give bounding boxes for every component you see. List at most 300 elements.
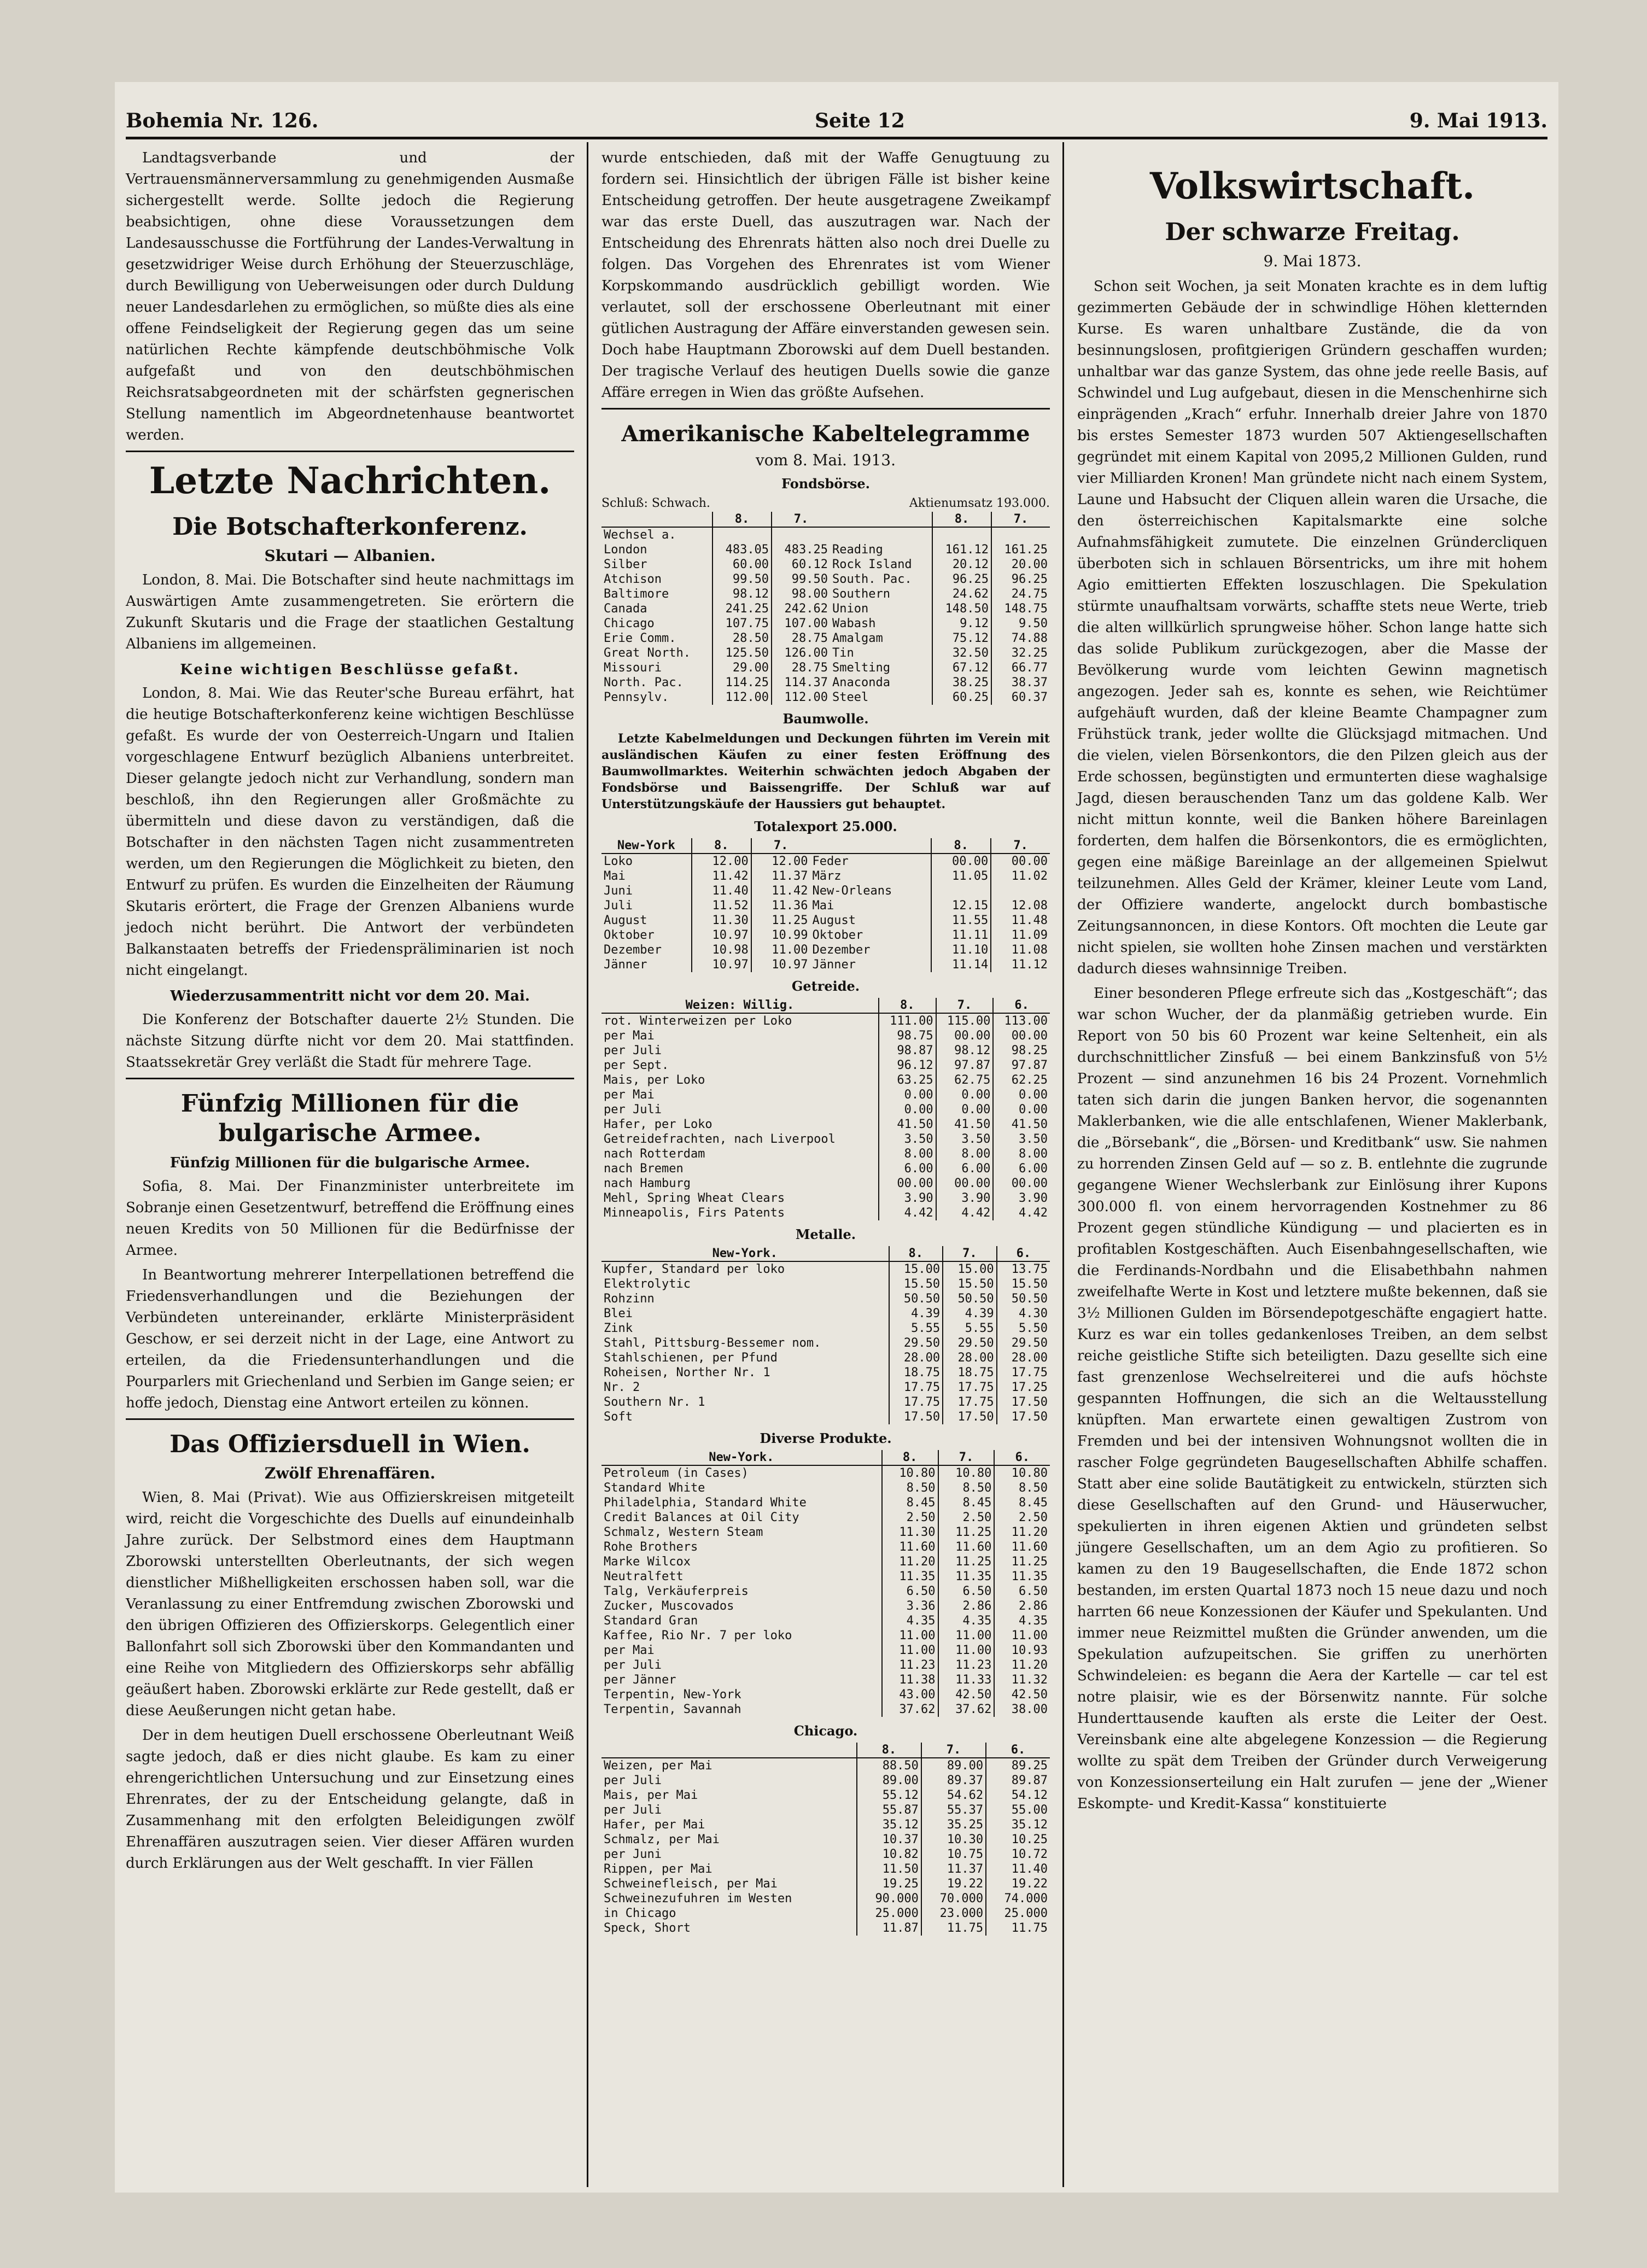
table-cell: 28.00 — [943, 1351, 997, 1365]
table-row — [601, 1525, 1050, 1540]
table-cell: Stahlschienen, per Pfund — [604, 1351, 778, 1365]
table-cell: New-Orleans — [812, 884, 892, 898]
table-row — [601, 1658, 1050, 1673]
table-cell — [830, 512, 932, 527]
table-cell: 98.12 — [936, 1043, 994, 1058]
table-row — [601, 1117, 1050, 1132]
table-cell: New-York — [601, 838, 692, 854]
table-cell: 11.05 — [931, 869, 991, 884]
table-cell: 11.12 — [991, 957, 1050, 972]
table-row — [601, 1702, 1050, 1717]
table-row — [601, 557, 1050, 572]
table-cell: 11.37 — [921, 1862, 986, 1877]
table-cell: 148.75 — [991, 601, 1050, 616]
table-cell: 11.33 — [938, 1673, 995, 1687]
section-title-economy: Volkswirtschaft. — [1149, 165, 1475, 207]
table-cell: 11.00 — [882, 1628, 938, 1643]
table-cell: 11.35 — [938, 1569, 995, 1584]
totalexport: Totalexport 25.000. — [754, 819, 897, 834]
table-cell: Getreidefrachten, nach Liverpool — [604, 1132, 836, 1146]
table-cell: 8. — [879, 998, 936, 1013]
table-cell: 8.00 — [879, 1147, 936, 1161]
table-cell: 25.000 — [986, 1906, 1050, 1921]
table-cell: 35.12 — [986, 1817, 1050, 1832]
table-row — [601, 1891, 1050, 1906]
table-cell: 37.62 — [938, 1702, 995, 1717]
table-row — [601, 1599, 1050, 1614]
table-cell: per Juni — [604, 1848, 662, 1861]
table-cell: Standard White — [604, 1481, 705, 1495]
table-cell: 8.00 — [936, 1147, 994, 1161]
table-row — [601, 1058, 1050, 1073]
table-cell: 11.35 — [882, 1569, 938, 1584]
table-cell: 0.00 — [879, 1088, 936, 1102]
table-cell: 11.38 — [882, 1673, 938, 1687]
table-cell: 55.12 — [857, 1788, 921, 1803]
table-cell: Missouri — [604, 661, 662, 675]
table-cell: 6.00 — [879, 1161, 936, 1176]
table-cell: 8.00 — [993, 1147, 1050, 1161]
table-cell: 11.25 — [938, 1554, 995, 1569]
table-row — [601, 1161, 1050, 1176]
section-title-news: Letzte Nachrichten. — [149, 459, 551, 502]
table-cell: Chicago — [604, 617, 655, 630]
table-row — [601, 1277, 1050, 1291]
subheading: Keine wichtigen Beschlüsse gefaßt. — [180, 662, 520, 678]
table-cell: 23.000 — [921, 1906, 986, 1921]
table-cell: nach Bremen — [604, 1162, 684, 1176]
table-cell — [991, 884, 1050, 898]
table-cell: 20.00 — [991, 557, 1050, 572]
table-cell — [810, 838, 932, 854]
table-cell: 11.60 — [938, 1540, 995, 1554]
table-cell: 3.90 — [993, 1191, 1050, 1206]
table-cell: 96.25 — [991, 572, 1050, 587]
table-row — [601, 1906, 1050, 1921]
table-cell: Jänner — [812, 958, 856, 972]
table-cell: Mai — [604, 869, 626, 883]
newspaper-page — [115, 82, 1558, 2193]
table-cell: Hafer, per Loko — [604, 1118, 712, 1131]
table-row — [601, 1043, 1050, 1058]
table-cell: Rohzinn — [604, 1292, 655, 1306]
table-cell: 89.37 — [921, 1773, 986, 1788]
table-cell: 11.02 — [991, 869, 1050, 884]
table-row — [601, 1877, 1050, 1891]
table-cell: 11.00 — [994, 1628, 1050, 1643]
table-cell — [932, 527, 991, 542]
table-cell: Tin — [832, 646, 854, 660]
table-row — [601, 646, 1050, 660]
table-cell: 3.90 — [936, 1191, 994, 1206]
table-cell: 7. — [751, 838, 810, 854]
table-cell: 67.12 — [932, 660, 991, 675]
table-cell: 4.42 — [993, 1206, 1050, 1220]
table-cell: 8. — [882, 1450, 938, 1465]
table-cell: 8.45 — [938, 1495, 995, 1510]
table-cell: 4.42 — [879, 1206, 936, 1220]
table-row — [601, 1380, 1050, 1395]
article-paragraph: Sofia, 8. Mai. Der Finanzminister unterbreitete im Sobranje einen Gesetzentwurf, betreffend die Eröffnung eines neuen Kredits von 50 Millionen für die Bedürfnisse der Armee. — [126, 1178, 574, 1259]
fonds-umsatz: Aktienumsatz 193.000. — [909, 496, 1050, 510]
table-cell: Marke Wilcox — [604, 1555, 691, 1569]
table-cell: Hafer, per Mai — [604, 1818, 705, 1832]
table-cell: 15.50 — [889, 1277, 943, 1291]
table-cell: 10.93 — [994, 1643, 1050, 1658]
table-cell: 115.00 — [936, 1013, 994, 1028]
table-cell: 7. — [991, 512, 1050, 527]
table-cell: 28.75 — [772, 631, 830, 646]
table-cell: 41.50 — [936, 1117, 994, 1132]
table-cell: 15.00 — [889, 1261, 943, 1277]
table-cell: Kupfer, Standard per loko — [604, 1262, 785, 1276]
table-cell: 97.87 — [993, 1058, 1050, 1073]
table-cell: 11.00 — [938, 1643, 995, 1658]
table-row — [601, 616, 1050, 631]
table-row — [601, 1261, 1050, 1277]
table-row — [601, 1569, 1050, 1584]
page-header — [126, 104, 1547, 137]
table-header — [601, 512, 1050, 527]
table-row — [601, 1832, 1050, 1847]
table-cell: 00.00 — [936, 1176, 994, 1191]
table-row — [601, 631, 1050, 646]
table-cell: Kaffee, Rio Nr. 7 per loko — [604, 1629, 792, 1642]
subheading: Wiederzusammentritt nicht vor dem 20. Mai. — [170, 988, 530, 1004]
table-row — [601, 601, 1050, 616]
table-row — [601, 1191, 1050, 1206]
table-cell: 55.00 — [986, 1803, 1050, 1817]
table-row — [601, 527, 1050, 542]
table-cell: 62.25 — [993, 1073, 1050, 1088]
table-cell: 11.10 — [931, 943, 991, 957]
table-cell: 6. — [993, 998, 1050, 1013]
table-cell: Wechsel a. — [604, 528, 676, 542]
table-cell: 114.37 — [772, 675, 830, 690]
table-cell — [601, 1743, 857, 1758]
table-cell: 17.75 — [943, 1380, 997, 1395]
table-row — [601, 1465, 1050, 1481]
table-cell: per Jänner — [604, 1673, 676, 1687]
table-cell: 29.00 — [712, 660, 772, 675]
table-cell: 38.37 — [991, 675, 1050, 690]
table-cell: Erie Comm. — [604, 632, 676, 645]
table-cell: 10.99 — [751, 928, 810, 943]
table-cell: Petroleum (in Cases) — [604, 1466, 749, 1480]
table-cell: 9.50 — [991, 616, 1050, 631]
table-row — [601, 1013, 1050, 1028]
table-cell: 241.25 — [712, 601, 772, 616]
table-cell: 7. — [938, 1450, 995, 1465]
table-cell: 00.00 — [931, 854, 991, 869]
getreide-title: Getreide. — [791, 978, 860, 994]
table-row — [601, 1773, 1050, 1788]
table-cell: rot. Winterweizen per Loko — [604, 1014, 792, 1028]
table-cell: 8. — [692, 838, 751, 854]
table-row — [601, 898, 1050, 913]
table-cell: nach Hamburg — [604, 1177, 691, 1190]
table-row — [601, 1306, 1050, 1321]
table-row — [601, 1073, 1050, 1088]
table-cell: 60.00 — [712, 557, 772, 572]
table-cell: Canada — [604, 602, 647, 616]
table-cell: 43.00 — [882, 1687, 938, 1702]
table-cell: 89.00 — [857, 1773, 921, 1788]
table-cell: Terpentin, Savannah — [604, 1703, 741, 1716]
table-cell: 5.50 — [997, 1321, 1050, 1336]
divider — [126, 1418, 574, 1420]
getreide-table — [601, 998, 1050, 1220]
table-row — [601, 1395, 1050, 1410]
table-cell: 10.37 — [857, 1832, 921, 1847]
table-cell: 3.36 — [882, 1599, 938, 1614]
table-cell: North. Pac. — [604, 676, 684, 689]
table-row — [601, 1321, 1050, 1336]
table-cell: Stahl, Pittsburg-Bessemer nom. — [604, 1336, 821, 1350]
column-1 — [126, 148, 574, 1878]
table-row — [601, 1510, 1050, 1525]
table-cell: 10.80 — [882, 1465, 938, 1481]
table-cell: 24.62 — [932, 587, 991, 601]
table-cell: 24.75 — [991, 587, 1050, 601]
table-cell: 38.25 — [932, 675, 991, 690]
table-row — [601, 690, 1050, 705]
table-row — [601, 913, 1050, 928]
table-row — [601, 1862, 1050, 1877]
table-row — [601, 587, 1050, 601]
table-cell: 2.86 — [994, 1599, 1050, 1614]
table-cell: 6. — [994, 1450, 1050, 1465]
table-cell: 11.00 — [751, 943, 810, 957]
table-cell: 12.15 — [931, 898, 991, 913]
duell-continuation: wurde entschieden, daß mit der Waffe Genugtuung zu fordern sei. Hinsichtlich der übrigen Fälle ist bisher keine Entscheidung getroffen. Der heute ausgetragene Zweikampf war das erste Duell, das auszutragen war. Nach der Entscheidung des Ehrenrats hätten also noch drei Duelle zu folgen. Das Vorgehen des Ehrenrates ist vom Wiener Korpskommando ausdrücklich gebilligt worden. Wie verlautet, soll der erschossene Oberleutnant mit einer gütlichen Austragung der Affäre einverstanden gewesen sein. Doch habe Hauptmann Zborowski auf dem Duell bestanden. Der tragische Verlauf des heutigen Duells sowie die ganze Affäre erregen in Wien das größte Aufsehen. — [601, 150, 1050, 401]
table-cell: Credit Balances at Oil City — [604, 1511, 799, 1524]
section-title-cables: Amerikanische Kabeltelegramme — [621, 421, 1030, 447]
table-cell: Dezember — [604, 943, 662, 957]
table-cell: 7. — [943, 1246, 997, 1261]
table-cell: Reading — [832, 543, 883, 557]
table-cell: per Juli — [604, 1658, 662, 1672]
table-cell: 6.00 — [936, 1161, 994, 1176]
table-cell: Roheisen, Norther Nr. 1 — [604, 1366, 770, 1379]
table-row — [601, 1132, 1050, 1147]
table-row — [601, 1147, 1050, 1161]
table-header — [601, 1743, 1050, 1758]
table-row — [601, 1495, 1050, 1510]
table-cell: 11.23 — [882, 1658, 938, 1673]
table-cell: 11.42 — [751, 884, 810, 898]
table-cell: 17.25 — [997, 1380, 1050, 1395]
table-cell: 42.50 — [938, 1687, 995, 1702]
table-cell: 18.75 — [943, 1365, 997, 1380]
table-cell: Anaconda — [832, 676, 890, 689]
table-cell: 74.88 — [991, 631, 1050, 646]
table-cell: 89.87 — [986, 1773, 1050, 1788]
table-cell: Zucker, Muscovados — [604, 1599, 734, 1613]
table-cell: Schmalz, per Mai — [604, 1833, 720, 1846]
table-cell: Baltimore — [604, 587, 669, 601]
table-cell: 7. — [772, 512, 830, 527]
table-cell: 0.00 — [936, 1088, 994, 1102]
table-cell: 55.37 — [921, 1803, 986, 1817]
table-cell: Neutralfett — [604, 1570, 684, 1583]
table-row — [601, 1847, 1050, 1862]
table-cell: 5.55 — [889, 1321, 943, 1336]
table-row — [601, 1687, 1050, 1702]
table-cell: 11.60 — [882, 1540, 938, 1554]
table-cell: 112.00 — [712, 690, 772, 705]
article-paragraph: Wien, 8. Mai (Privat). Wie aus Offizierskreisen mitgeteilt wird, reicht die Vorgeschichte des Duells auf einundeinhalb Jahre zurück. Der Selbstmord eines dem Hauptmann Zborowski unterstellten Oberleutnants, der sich wegen dienstlicher Mißhelligkeiten erschossen haben soll, war die Veranlassung zu einer Entfremdung zwischen Zborowski und den übrigen Offizieren des Offizierskorps. Gelegentlich einer Ballonfahrt soll sich Zborowski über den Kommandanten und eine Reihe von Mitgliedern des Offizierskorps sehr abfällig geäußert haben. Zborowski erklärte zur Rede gestellt, daß er diese Aeußerungen nicht getan habe. — [126, 1489, 574, 1719]
column-rule-2 — [1062, 142, 1064, 2187]
table-cell: 20.12 — [932, 557, 991, 572]
table-row — [601, 675, 1050, 690]
table-cell: 10.80 — [994, 1465, 1050, 1481]
table-cell: 29.50 — [943, 1336, 997, 1351]
table-cell: 11.32 — [994, 1673, 1050, 1687]
table-cell: Feder — [812, 855, 849, 868]
table-cell: 112.00 — [772, 690, 830, 705]
article-subtitle: Skutari — Albanien. — [264, 547, 436, 565]
table-cell: Oktober — [812, 928, 863, 942]
divider — [601, 408, 1050, 410]
table-cell: Philadelphia, Standard White — [604, 1496, 807, 1510]
table-cell: per Mai — [604, 1029, 655, 1043]
table-cell: 6.50 — [994, 1584, 1050, 1599]
table-cell: 161.12 — [932, 542, 991, 557]
table-cell: 28.75 — [772, 660, 830, 675]
table-cell: Wabash — [832, 617, 876, 630]
table-row — [601, 1410, 1050, 1424]
table-cell: 50.50 — [889, 1291, 943, 1306]
table-cell: 11.87 — [857, 1921, 921, 1936]
table-cell: per Juli — [604, 1044, 662, 1057]
table-row — [601, 1028, 1050, 1043]
table-cell: 483.25 — [772, 542, 830, 557]
subheading: Fünfzig Millionen für die bulgarische Armee. — [170, 1155, 530, 1171]
table-cell: 4.35 — [938, 1614, 995, 1628]
table-cell: 17.50 — [889, 1410, 943, 1424]
table-cell: Terpentin, New-York — [604, 1688, 741, 1702]
table-cell: Mehl, Spring Wheat Clears — [604, 1191, 785, 1205]
article-title-botschafter: Die Botschafterkonferenz. — [172, 513, 528, 541]
table-cell: 8.50 — [938, 1481, 995, 1495]
table-cell: 17.75 — [889, 1395, 943, 1410]
table-cell: 35.25 — [921, 1817, 986, 1832]
table-cell: 17.50 — [943, 1410, 997, 1424]
table-cell: 10.82 — [857, 1847, 921, 1862]
table-cell: 9.12 — [932, 616, 991, 631]
table-cell: Dezember — [812, 943, 871, 957]
table-cell: 161.25 — [991, 542, 1050, 557]
table-cell: Elektrolytic — [604, 1277, 691, 1291]
article-title-duell: Das Offiziersduell in Wien. — [170, 1430, 530, 1458]
table-cell — [601, 512, 712, 527]
table-cell: Union — [832, 602, 869, 616]
table-cell: Nr. 2 — [604, 1381, 640, 1394]
table-cell: 60.37 — [991, 690, 1050, 705]
table-row — [601, 1176, 1050, 1191]
table-row — [601, 928, 1050, 943]
table-cell: 32.25 — [991, 646, 1050, 660]
table-cell: 19.22 — [921, 1877, 986, 1891]
table-cell: 11.37 — [751, 869, 810, 884]
table-cell: 17.75 — [997, 1365, 1050, 1380]
column-rule-1 — [587, 142, 588, 2187]
table-cell: 0.00 — [879, 1102, 936, 1117]
table-cell: 114.25 — [712, 675, 772, 690]
table-row — [601, 1673, 1050, 1687]
table-cell: 75.12 — [932, 631, 991, 646]
table-cell: 10.80 — [938, 1465, 995, 1481]
table-cell: Mais, per Loko — [604, 1073, 705, 1087]
table-cell: 96.25 — [932, 572, 991, 587]
table-cell: 29.50 — [889, 1336, 943, 1351]
table-cell: 6.50 — [882, 1584, 938, 1599]
table-row — [601, 572, 1050, 587]
table-cell: 0.00 — [993, 1088, 1050, 1102]
table-cell: per Juli — [604, 1803, 662, 1817]
table-cell: 10.75 — [921, 1847, 986, 1862]
table-cell: 99.50 — [772, 572, 830, 587]
table-cell: 126.00 — [772, 646, 830, 660]
table-cell: 60.12 — [772, 557, 830, 572]
table-cell: 63.25 — [879, 1073, 936, 1088]
table-cell: 8.45 — [994, 1495, 1050, 1510]
table-row — [601, 1921, 1050, 1936]
table-cell: 11.20 — [994, 1658, 1050, 1673]
table-cell: Southern — [832, 587, 890, 601]
table-cell: 17.75 — [889, 1380, 943, 1395]
table-cell: 15.50 — [943, 1277, 997, 1291]
table-cell: 00.00 — [879, 1176, 936, 1191]
table-cell: März — [812, 869, 842, 883]
metalle-title: Metalle. — [795, 1226, 856, 1242]
table-cell: 11.11 — [931, 928, 991, 943]
table-cell — [931, 884, 991, 898]
baumwolle-title: Baumwolle. — [782, 711, 869, 727]
table-cell: Atchison — [604, 572, 662, 586]
table-cell: Pennsylv. — [604, 691, 669, 704]
table-cell: 28.00 — [889, 1351, 943, 1365]
header-rule — [126, 137, 1547, 139]
table-row — [601, 1365, 1050, 1380]
table-cell: 8. — [889, 1246, 943, 1261]
table-cell: 11.00 — [882, 1643, 938, 1658]
table-cell: 54.62 — [921, 1788, 986, 1803]
table-row — [601, 1540, 1050, 1554]
table-cell: 17.50 — [997, 1395, 1050, 1410]
table-row — [601, 854, 1050, 869]
table-cell: Minneapolis, Firs Patents — [604, 1206, 785, 1220]
table-cell: 2.50 — [882, 1510, 938, 1525]
fonds-table — [601, 512, 1050, 705]
table-cell: 17.50 — [997, 1410, 1050, 1424]
article-paragraph: Der in dem heutigen Duell erschossene Oberleutnant Weiß sagte jedoch, daß er dies nicht glaube. Es kam zu einer ehrengerichtlichen Untersuchung und zur Einsetzung eines Ehrenrates, der zu der Entscheidung gelangte, daß in Zusammenhang mit den erfolgten Beleidigungen zwölf Ehrenaffären auszutragen seien. Vier dieser Affären wurden durch Erklärungen aus der Welt geschafft. In vier Fällen — [126, 1727, 574, 1872]
table-cell: Jänner — [604, 958, 647, 972]
table-cell: per Mai — [604, 1644, 655, 1657]
table-cell: 11.25 — [938, 1525, 995, 1540]
table-cell: 242.62 — [772, 601, 830, 616]
table-cell: 37.62 — [882, 1702, 938, 1717]
table-cell: 35.12 — [857, 1817, 921, 1832]
table-cell: 11.52 — [692, 898, 751, 913]
table-row — [601, 1351, 1050, 1365]
table-cell: Rock Island — [832, 558, 912, 571]
table-cell: 28.50 — [712, 631, 772, 646]
table-cell: 11.25 — [751, 913, 810, 928]
table-header — [601, 1450, 1050, 1465]
table-cell: 11.48 — [991, 913, 1050, 928]
